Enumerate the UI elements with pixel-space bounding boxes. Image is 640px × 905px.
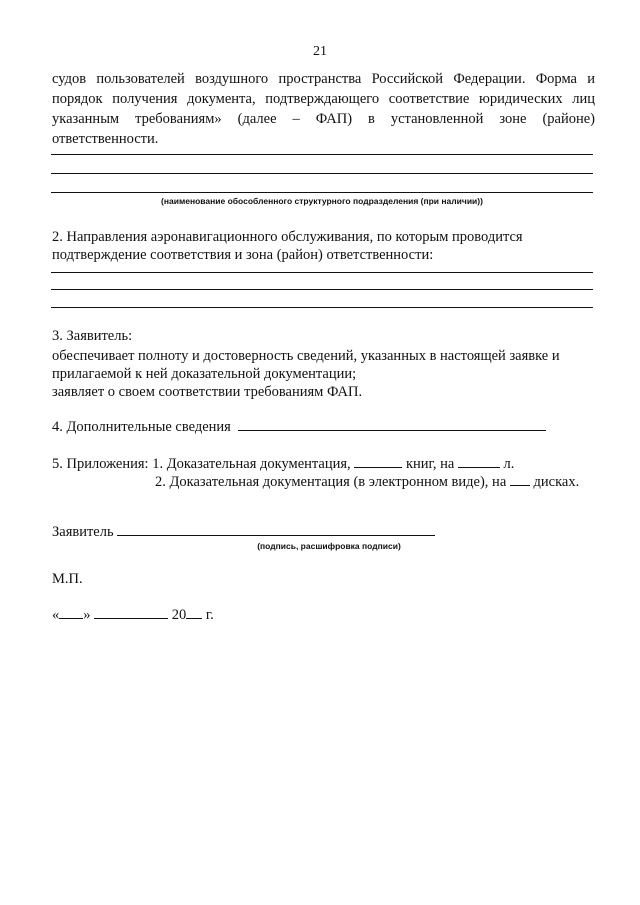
zone-blank-line-2[interactable]: [51, 289, 593, 290]
additional-info-field[interactable]: [238, 416, 546, 431]
date-year-prefix: 20: [171, 607, 187, 623]
section-3-line-2: прилагаемой к ней доказательной документации;: [52, 366, 357, 382]
intro-line-4: ответственности.: [52, 131, 159, 147]
applicant-signature-field[interactable]: [117, 521, 435, 536]
date-day-field[interactable]: [59, 604, 83, 619]
zone-blank-line-1[interactable]: [51, 272, 593, 273]
date-month-field[interactable]: [94, 604, 168, 619]
attachment-2-text: 2. Доказательная документация (в электронном виде), на: [155, 474, 507, 490]
stamp-label: М.П.: [52, 571, 83, 587]
date-row: [52, 604, 214, 625]
subdivision-blank-line-3[interactable]: [51, 192, 593, 193]
applicant-row: [52, 521, 435, 542]
signature-caption: (подпись, расшифровка подписи): [257, 541, 401, 551]
section-3-title: 3. Заявитель:: [52, 328, 133, 344]
attachments-label: 5. Приложения:: [52, 456, 149, 472]
section-3-line-1: обеспечивает полноту и достоверность сведений, указанных в настоящей заявке и: [52, 348, 560, 364]
attachment-1-sheets: л.: [503, 456, 515, 472]
intro-line-1: судов пользователей воздушного пространства Российской Федерации. Форма и: [52, 71, 595, 87]
subdivision-blank-line-2[interactable]: [51, 173, 593, 174]
intro-paragraph: [52, 69, 595, 149]
attachment-1-books: книг, на: [405, 456, 455, 472]
section-4-row: [52, 416, 546, 437]
date-close-quote: »: [83, 607, 91, 623]
date-year-suffix: г.: [205, 607, 214, 623]
section-3-line-3: заявляет о своем соответствии требованиям ФАП.: [52, 384, 363, 400]
intro-line-2: порядок получения документа, подтверждающего соответствие юридических лиц: [52, 91, 595, 107]
section-5-row-2: [155, 471, 579, 492]
sheets-count-field[interactable]: [458, 453, 500, 468]
subdivision-caption: (наименование обособленного структурного подразделения (при наличии)): [161, 196, 483, 206]
date-open-quote: «: [52, 607, 60, 623]
additional-info-label: 4. Дополнительные сведения: [52, 419, 231, 435]
subdivision-blank-line-1[interactable]: [51, 154, 593, 155]
discs-count-field[interactable]: [510, 471, 530, 486]
attachment-2-suffix: дисках.: [533, 474, 580, 490]
intro-line-3: указанным требованиям» (далее – ФАП) в установленной зоне (районе): [52, 111, 595, 127]
books-count-field[interactable]: [354, 453, 402, 468]
zone-blank-line-3[interactable]: [51, 307, 593, 308]
page-number: 21: [313, 44, 327, 59]
attachment-1-text: 1. Доказательная документация,: [152, 456, 351, 472]
applicant-label: Заявитель: [52, 524, 114, 540]
section-2-line-2: подтверждение соответствия и зона (район) ответственности:: [52, 247, 434, 263]
date-year-field[interactable]: [186, 604, 202, 619]
section-2-line-1: 2. Направления аэронавигационного обслуживания, по которым проводится: [52, 229, 523, 245]
